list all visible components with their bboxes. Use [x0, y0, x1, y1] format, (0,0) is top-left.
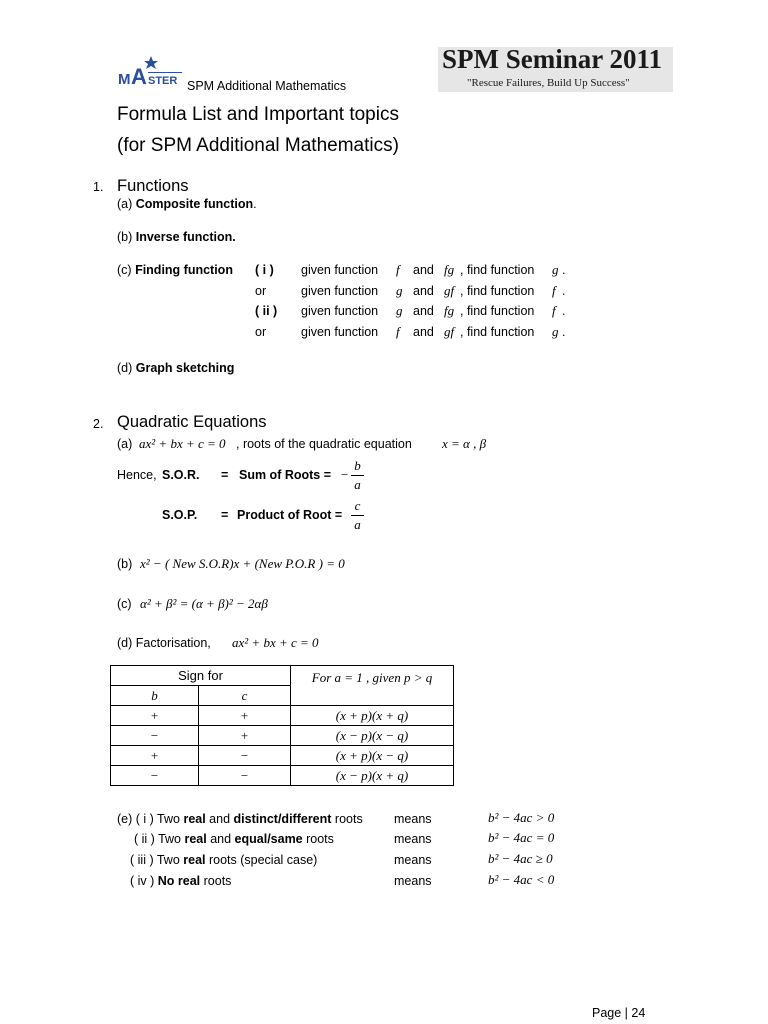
- s2-b-equation: x² − ( New S.O.R)x + (New P.O.R ) = 0: [140, 556, 345, 571]
- s1-b: (b) Inverse function.: [117, 230, 236, 244]
- s2-b-prefix: (b): [117, 557, 133, 571]
- s2-e-means-4: means: [394, 874, 432, 888]
- s1-a: (a) Composite function.: [117, 197, 257, 211]
- sign-table: [110, 665, 454, 786]
- table-row: − − (x − p)(x + q): [111, 766, 454, 786]
- s2-sor-minus: −: [341, 467, 349, 482]
- s2-c-prefix: (c): [117, 597, 132, 611]
- section1-number: 1.: [93, 180, 104, 194]
- for-header: For a = 1 , given p > q: [291, 666, 454, 706]
- s2-e-cond-4: b² − 4ac < 0: [488, 872, 555, 887]
- page-number: Page | 24: [592, 1006, 646, 1020]
- svg-text:STER: STER: [148, 75, 178, 87]
- section1-title: Functions: [117, 177, 189, 195]
- course-label: SPM Additional Mathematics: [187, 79, 347, 93]
- s2-e-means-2: means: [394, 832, 432, 846]
- s2-c-equation: α² + β² = (α + β)² − 2αβ: [140, 596, 268, 611]
- page-title-line2: (for SPM Additional Mathematics): [117, 135, 399, 156]
- s2-e-cond-3: b² − 4ac ≥ 0: [488, 851, 553, 866]
- page-title-line1: Formula List and Important topics: [117, 104, 399, 125]
- s2-e-row-2: ( ii ) Two real and equal/same roots: [134, 832, 334, 846]
- s2-sor-label: S.O.R.: [162, 468, 200, 482]
- sign-for-header: Sign for: [111, 666, 291, 686]
- s2-d-prefix: (d) Factorisation,: [117, 636, 211, 650]
- s1-c: (c) Finding function: [117, 263, 233, 277]
- s2-e-row-1: (e) ( i ) Two real and distinct/different roots: [117, 812, 363, 826]
- seminar-slogan: "Rescue Failures, Build Up Success": [467, 77, 630, 89]
- table-row: + − (x + p)(x − q): [111, 746, 454, 766]
- section2-number: 2.: [93, 417, 104, 431]
- s2-e-row-4: ( iv ) No real roots: [130, 874, 232, 888]
- col-b-header: b: [111, 686, 199, 706]
- s2-a-text: , roots of the quadratic equation: [236, 437, 412, 451]
- table-row: + + (x + p)(x + q): [111, 706, 454, 726]
- col-c-header: c: [199, 686, 291, 706]
- s2-sor-text: Sum of Roots =: [239, 468, 332, 482]
- s2-e-row-3: ( iii ) Two real roots (special case): [130, 853, 318, 867]
- s2-a-equation: ax² + bx + c = 0: [139, 436, 226, 451]
- s2-hence: Hence,: [117, 468, 157, 482]
- master-logo: [118, 50, 188, 90]
- s2-d-equation: ax² + bx + c = 0: [232, 635, 319, 650]
- s2-sor-eq: =: [221, 468, 229, 482]
- s2-e-means-3: means: [394, 853, 432, 867]
- seminar-title: SPM Seminar 2011: [442, 44, 663, 74]
- svg-text:M: M: [118, 71, 131, 88]
- s2-sor-fraction: b a: [351, 458, 364, 493]
- s2-sop-eq: =: [221, 508, 229, 522]
- s1-d: (d) Graph sketching: [117, 361, 235, 375]
- s2-a-prefix: (a): [117, 437, 133, 451]
- s2-sop-text: Product of Root =: [237, 508, 343, 522]
- s2-sop-fraction: c a: [351, 498, 364, 533]
- section2-title: Quadratic Equations: [117, 413, 267, 431]
- table-header-row: [111, 666, 454, 686]
- table-row: − + (x − p)(x − q): [111, 726, 454, 746]
- s2-sop-label: S.O.P.: [162, 508, 198, 522]
- s2-e-cond-1: b² − 4ac > 0: [488, 810, 555, 825]
- s2-e-cond-2: b² − 4ac = 0: [488, 830, 555, 845]
- svg-text:A: A: [131, 64, 147, 89]
- s2-a-roots: x = α , β: [442, 436, 487, 451]
- s2-e-means-1: means: [394, 812, 432, 826]
